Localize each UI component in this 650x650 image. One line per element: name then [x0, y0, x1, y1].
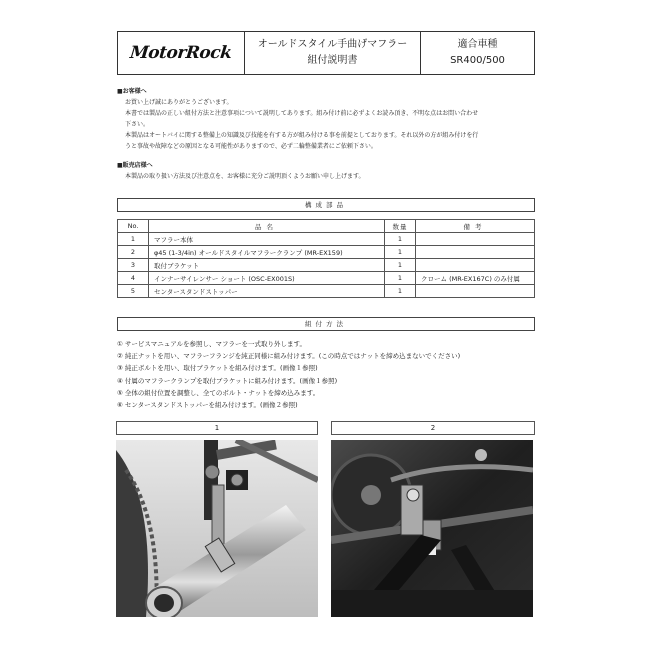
step-item: ② 純正ナットを用い、マフラーフランジを純正同様に組み付けます。(この時点ではナットを締め込まないでください) — [117, 352, 461, 361]
fitment-cell — [421, 32, 534, 74]
dealer-notice — [117, 160, 537, 182]
fitment-label: 適合車種 — [457, 39, 498, 50]
parts-table-header — [118, 220, 535, 233]
customer-notice-line: 下さい。 — [125, 121, 150, 128]
table-row — [118, 233, 535, 246]
step-item: ③ 純正ボルトを用い、取付ブラケットを組み付けます。(画像１参照) — [117, 364, 318, 373]
dealer-notice-line: 本製品の取り扱い方法及び注意点を、お客様に充分ご説明頂くようお願い申し上げます。 — [125, 173, 365, 180]
row-note — [416, 285, 535, 298]
row-no: 2 — [118, 246, 149, 259]
step-item: ④ 付属のマフラークランプを取付ブラケットに組み付けます。(画像１参照) — [117, 376, 338, 385]
step-item: ⑥ センタースタンドストッパーを組み付けます。(画像２参照) — [117, 401, 298, 410]
row-note — [416, 259, 535, 272]
row-no: 4 — [118, 272, 149, 285]
photo-2-label: 2 — [331, 421, 535, 435]
install-steps — [117, 338, 537, 411]
logo-cell — [118, 32, 245, 74]
table-row — [118, 285, 535, 298]
parts-table — [117, 219, 535, 298]
row-qty: 1 — [385, 233, 416, 246]
row-qty: 1 — [385, 246, 416, 259]
row-no: 1 — [118, 233, 149, 246]
step-item: ⑤ 全体の組付位置を調整し、全てのボルト・ナットを締め込みます。 — [117, 388, 320, 397]
customer-notice — [117, 86, 537, 152]
row-name: センタースタンドストッパー — [149, 285, 385, 298]
row-no: 3 — [118, 259, 149, 272]
muffler-photo-icon — [116, 440, 318, 617]
row-qty: 1 — [385, 285, 416, 298]
customer-notice-heading: ■お客様へ — [117, 88, 147, 95]
parts-section-title: 構成部品 — [117, 198, 535, 212]
step-item: ① サービスマニュアルを参照し、マフラーを一式取り外します。 — [117, 340, 306, 348]
row-name: インナーサイレンサー ショート (OSC-EX001S) — [149, 272, 385, 285]
header-no: No. — [118, 220, 149, 233]
row-note: クローム (MR-EX167C) のみ付属 — [416, 272, 535, 285]
customer-notice-line: 本書では製品の正しい組付方法と注意事項について説明してあります。組み付け前に必ずよくお読み頂き、不明な点はお問い合わせ — [125, 110, 479, 117]
row-name: マフラー本体 — [149, 233, 385, 246]
stand-photo-icon — [331, 440, 533, 617]
table-row — [118, 272, 535, 285]
dealer-notice-heading: ■販売店様へ — [117, 162, 153, 169]
table-row — [118, 246, 535, 259]
title-line-2: 組付説明書 — [307, 55, 358, 66]
header-note: 備考 — [416, 220, 535, 233]
header-qty: 数量 — [385, 220, 416, 233]
photo-1-label: 1 — [116, 421, 318, 435]
table-row — [118, 259, 535, 272]
title-line-1: オールドスタイル手曲げマフラー — [257, 39, 408, 50]
row-name: φ45 (1-3/4in) オールドスタイルマフラークランプ (MR-EX159) — [149, 246, 385, 259]
row-name: 取付ブラケット — [149, 259, 385, 272]
customer-notice-line: 本製品はオートバイに関する整備上の知識及び技能を有する方が組み付ける事を前提としております。それ以外の方が組み付けを行 — [125, 132, 479, 139]
customer-notice-line: うと事故や故障などの原因となる可能性がありますので、必ず二輪整備業者にご依頼下さい。 — [125, 143, 377, 150]
customer-notice-line: お買い上げ誠にありがとうございます。 — [125, 99, 233, 106]
install-section-title: 組付方法 — [117, 317, 535, 331]
row-note — [416, 246, 535, 259]
header-box — [117, 31, 535, 75]
fitment-model: SR400/500 — [450, 55, 505, 66]
row-no: 5 — [118, 285, 149, 298]
header-name: 品名 — [149, 220, 385, 233]
brand-logo: MotorRock — [129, 43, 233, 63]
row-qty: 1 — [385, 272, 416, 285]
document-title — [245, 32, 421, 74]
row-qty: 1 — [385, 259, 416, 272]
row-note — [416, 233, 535, 246]
